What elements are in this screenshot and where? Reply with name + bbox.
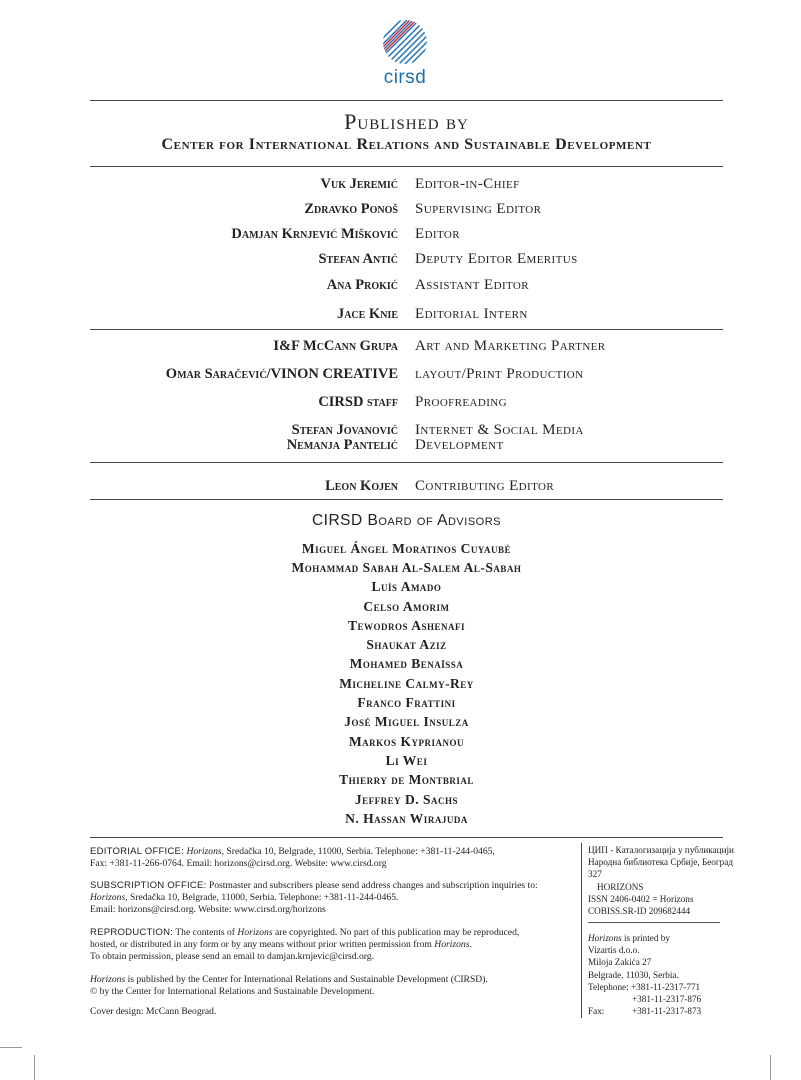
magazine-title: Horizons (90, 974, 126, 985)
divider (588, 922, 720, 923)
staff-role: Editorial Intern (415, 306, 528, 322)
staff-row (90, 252, 723, 272)
staff-role: Deputy Editor Emeritus (415, 251, 578, 267)
reproduction-label: REPRODUCTION: (90, 927, 174, 938)
editorial-contact: Fax: +381-11-266-0764. Email: horizons@cirsd.org. Website: www.cirsd.org (90, 858, 387, 869)
printer-street: Miloja Zakića 27 (588, 957, 652, 968)
advisor-name: Jeffrey D. Sachs (354, 792, 459, 807)
published-text: is published by the Center for International Relations and Sustainable Development (CIRSD). (125, 974, 488, 985)
subscription-contact: Email: horizons@cirsd.org. Website: www.cirsd.org/horizons (90, 904, 326, 915)
telephone-number: +381-11-2317-771 (630, 981, 701, 992)
staff-name: Zdravko Ponoš (304, 201, 398, 217)
advisor-name: Shaukat Aziz (366, 637, 447, 652)
printer-text: is printed by (621, 933, 670, 943)
magazine-title: Horizons (588, 933, 622, 943)
cip-line: 327 (588, 869, 602, 880)
divider (90, 837, 723, 838)
subscription-text: Postmaster and subscribers please send address changes and subscription inquiries to: (206, 880, 538, 891)
cirsd-logo (379, 18, 431, 88)
globe-stripes-icon (381, 18, 429, 66)
staff-name: Ana Prokić (326, 277, 398, 293)
cip-line: HORIZONS (597, 881, 644, 892)
contributing-role: Contributing Editor (415, 478, 555, 494)
crop-mark (770, 1055, 771, 1080)
published-notice (90, 974, 575, 998)
magazine-title: Horizons (237, 927, 273, 938)
contributing-row (90, 479, 723, 499)
production-name: Stefan Jovanović (291, 422, 398, 438)
advisor-name: Thierry de Montbrial (339, 772, 474, 787)
production-name: Nemanja Pantelić (286, 437, 398, 453)
reproduction-contact: To obtain permission, please send an email to damjan.krnjevic@cirsd.org. (90, 951, 375, 962)
crop-mark (0, 1047, 22, 1048)
production-row (90, 367, 723, 387)
staff-row (90, 307, 723, 327)
subscription-office (90, 880, 575, 916)
production-role: Art and Marketing Partner (415, 338, 606, 354)
production-row (90, 339, 723, 359)
magazine-title: Horizons (90, 892, 126, 903)
printer-name: Vizartis d.o.o. (588, 945, 640, 956)
staff-name: Vuk Jeremić (320, 176, 398, 192)
production-name: I&F McCann Grupa (273, 338, 398, 354)
fax-number: +381-11-2317-873 (632, 1006, 702, 1017)
magazine-title: Horizons (434, 939, 470, 950)
printer-block (588, 932, 701, 1017)
staff-role: Editor-in-Chief (415, 176, 520, 192)
production-role: layout/Print Production (415, 366, 584, 382)
reproduction-text: The contents of (173, 927, 238, 938)
reproduction-notice (90, 927, 575, 963)
advisor-name: Franco Frattini (357, 695, 456, 710)
cip-line: ISSN 2406-0402 = Horizons (588, 893, 694, 904)
production-row (90, 395, 723, 415)
telephone-number: +381-11-2317-876 (632, 994, 702, 1005)
staff-role: Assistant Editor (415, 277, 530, 293)
editorial-office (90, 846, 575, 870)
advisor-name: Celso Amorim (363, 599, 450, 614)
advisor-name: Mohamed Benaïssa (349, 656, 464, 671)
column-divider (581, 843, 582, 1018)
divider (90, 329, 723, 330)
board-title: CIRSD Board of Advisors (311, 512, 502, 529)
reproduction-text: . (469, 939, 472, 950)
divider (90, 462, 723, 463)
production-role: Proofreading (415, 394, 507, 410)
advisor-name: Luís Amado (371, 579, 442, 594)
advisor-name: José Miguel Insulza (344, 714, 469, 729)
contributing-name: Leon Kojen (325, 478, 398, 494)
copyright-text: © by the Center for International Relations and Sustainable Development. (90, 986, 375, 997)
production-role: Internet & Social Media (415, 422, 584, 438)
telephone-label: Telephone: (588, 981, 629, 992)
staff-name: Damjan Krnjević Mišković (231, 226, 398, 242)
advisor-name: Li Wei (385, 753, 428, 768)
editorial-office-label: EDITORIAL OFFICE: (90, 846, 185, 857)
advisor-name: Miguel Ángel Moratinos Cuyaubé (301, 541, 512, 556)
magazine-title: Horizons (186, 846, 222, 857)
production-name: Omar Saračević/VINON CREATIVE (165, 366, 398, 382)
staff-row (90, 202, 723, 222)
printer-city: Belgrade, 11030, Serbia. (588, 969, 679, 980)
production-row (90, 438, 723, 458)
subscription-office-label: SUBSCRIPTION OFFICE: (90, 880, 207, 891)
advisor-name: Mohammad Sabah Al-Salem Al-Sabah (291, 560, 522, 575)
published-by-heading: Published by (344, 109, 469, 134)
staff-row (90, 177, 723, 197)
editorial-address: , Sredačka 10, Belgrade, 11000, Serbia. Telephone: +381-11-244-0465, (221, 846, 495, 857)
logo-wordmark: cirsd (383, 67, 427, 88)
reproduction-text: hosted, or distributed in any form or by any means without prior written permission from (90, 939, 435, 950)
advisor-name: Tewodros Ashenafi (348, 618, 465, 633)
staff-role: Editor (415, 226, 460, 242)
divider (90, 499, 723, 500)
publisher-organization: Center for International Relations and Sustainable Development (161, 136, 652, 153)
advisor-name: Micheline Calmy-Rey (339, 676, 474, 691)
advisor-name: N. Hassan Wirajuda (345, 811, 468, 826)
divider (90, 166, 723, 167)
cip-line: COBISS.SR-ID 209682444 (588, 906, 691, 917)
subscription-address: , Sredačka 10, Belgrade, 11000, Serbia. Telephone: +381-11-244-0465. (125, 892, 399, 903)
production-name: CIRSD staff (318, 394, 398, 410)
staff-role: Supervising Editor (415, 201, 542, 217)
cover-design-credit: Cover design: McCann Beograd. (90, 1006, 217, 1017)
production-role: Development (415, 437, 504, 453)
cip-block (588, 844, 734, 917)
cip-line: ЦИП - Каталогизација у публикацији (588, 845, 734, 855)
staff-row (90, 278, 723, 298)
staff-name: Stefan Antić (318, 251, 398, 267)
fax-label: Fax: (588, 1006, 605, 1017)
staff-name: Jace Knie (336, 306, 398, 322)
divider (90, 100, 723, 101)
cip-line: Народна библиотека Србије, Београд (588, 857, 734, 868)
advisor-name: Markos Kyprianou (348, 734, 465, 749)
reproduction-text: are copyrighted. No part of this publication may be reproduced, (272, 927, 520, 938)
crop-mark (34, 1055, 35, 1080)
staff-row (90, 227, 723, 247)
